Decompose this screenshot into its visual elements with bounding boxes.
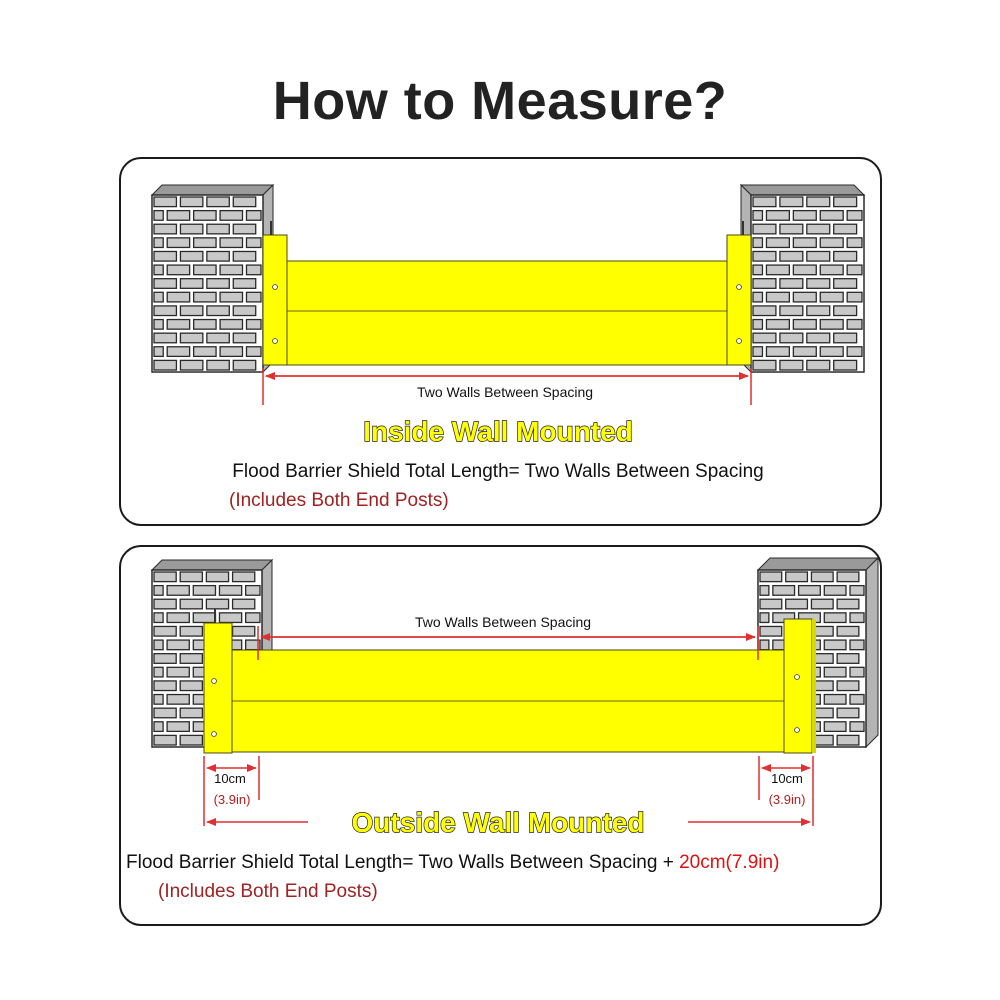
brick xyxy=(206,572,228,582)
brick xyxy=(154,211,163,221)
dimension-label: Two Walls Between Spacing xyxy=(416,384,594,400)
brick xyxy=(766,211,789,221)
brick xyxy=(154,586,163,596)
brick xyxy=(233,333,255,343)
brick xyxy=(820,265,843,275)
brick xyxy=(180,224,202,234)
brick xyxy=(807,306,830,316)
brick xyxy=(154,197,176,207)
brick xyxy=(207,197,229,207)
brick xyxy=(194,265,216,275)
brick xyxy=(837,599,859,609)
brick xyxy=(154,708,176,718)
outside-mount-heading: Outside Wall Mounted xyxy=(351,807,645,838)
end-post-left xyxy=(204,623,232,753)
wall-top xyxy=(741,185,864,195)
brick xyxy=(760,613,769,623)
brick xyxy=(247,238,262,248)
brick xyxy=(760,572,782,582)
brick xyxy=(207,306,229,316)
brick xyxy=(180,735,202,745)
brick xyxy=(807,279,830,289)
brick xyxy=(753,197,776,207)
bolt xyxy=(273,285,278,290)
brick xyxy=(766,238,789,248)
brick xyxy=(753,251,776,261)
brick xyxy=(220,320,242,330)
brick xyxy=(154,626,176,636)
brick xyxy=(220,265,242,275)
brick xyxy=(760,626,782,636)
brick xyxy=(180,333,202,343)
brick xyxy=(766,265,789,275)
brick xyxy=(847,292,862,302)
brick xyxy=(154,640,163,650)
brick xyxy=(834,197,857,207)
wall-top xyxy=(152,185,273,195)
brick xyxy=(760,586,769,596)
brick xyxy=(154,572,176,582)
outside-formula-accent: 20cm(7.9in) xyxy=(679,852,780,873)
brick xyxy=(766,292,789,302)
brick xyxy=(850,722,864,732)
brick xyxy=(154,599,176,609)
brick xyxy=(194,292,216,302)
brick xyxy=(167,292,189,302)
brick xyxy=(207,251,229,261)
brick xyxy=(167,722,189,732)
brick xyxy=(850,613,864,623)
brick xyxy=(154,265,163,275)
brick xyxy=(760,640,769,650)
brick xyxy=(233,224,255,234)
brick xyxy=(180,251,202,261)
brick xyxy=(753,347,762,357)
brick xyxy=(247,347,262,357)
bolt xyxy=(795,728,800,733)
brick xyxy=(850,667,864,677)
brick xyxy=(753,333,776,343)
brick xyxy=(207,360,229,370)
brick xyxy=(807,224,830,234)
brick xyxy=(167,238,189,248)
outside-note: (Includes Both End Posts) xyxy=(158,881,378,902)
inside-note: (Includes Both End Posts) xyxy=(229,490,449,511)
brick xyxy=(834,279,857,289)
brick xyxy=(207,279,229,289)
inside-formula: Flood Barrier Shield Total Length= Two Walls Between Spacing xyxy=(232,461,764,482)
brick xyxy=(753,265,762,275)
brick xyxy=(793,238,816,248)
brick xyxy=(807,197,830,207)
brick xyxy=(847,238,862,248)
brick xyxy=(834,251,857,261)
brick xyxy=(247,211,262,221)
brick xyxy=(233,360,255,370)
brick xyxy=(154,292,163,302)
end-post-right xyxy=(784,619,812,753)
brick xyxy=(837,735,859,745)
brick xyxy=(154,613,163,623)
bolt xyxy=(212,732,217,737)
brick xyxy=(246,586,260,596)
brick xyxy=(760,599,782,609)
brick xyxy=(167,347,189,357)
brick xyxy=(180,306,202,316)
barrier-panel xyxy=(287,261,727,365)
brick xyxy=(154,667,163,677)
brick xyxy=(180,572,202,582)
bolt xyxy=(737,285,742,290)
wall-top xyxy=(758,558,878,570)
brick xyxy=(753,306,776,316)
brick xyxy=(246,613,260,623)
outside-formula-text: Flood Barrier Shield Total Length= Two Walls Between Spacing + xyxy=(126,852,680,873)
dimension-label: Two Walls Between Spacing xyxy=(414,614,592,630)
brick xyxy=(167,265,189,275)
brick xyxy=(847,265,862,275)
bolt xyxy=(795,675,800,680)
brick xyxy=(180,681,202,691)
brick xyxy=(194,320,216,330)
end-post-left xyxy=(263,235,287,365)
brick xyxy=(154,681,176,691)
brick xyxy=(780,224,803,234)
brick xyxy=(154,654,176,664)
brick xyxy=(154,320,163,330)
brick xyxy=(207,333,229,343)
brick xyxy=(180,708,202,718)
brick xyxy=(154,360,176,370)
brick xyxy=(233,572,255,582)
brick xyxy=(206,599,228,609)
end-post-right xyxy=(727,235,751,365)
brick xyxy=(780,306,803,316)
brick xyxy=(247,265,262,275)
brick xyxy=(219,613,241,623)
brick xyxy=(753,211,762,221)
brick xyxy=(793,320,816,330)
brick xyxy=(811,599,833,609)
brick xyxy=(847,211,862,221)
brick xyxy=(820,238,843,248)
brick xyxy=(820,292,843,302)
brick xyxy=(180,360,202,370)
brick xyxy=(820,211,843,221)
brick xyxy=(180,654,202,664)
brick xyxy=(180,279,202,289)
brick xyxy=(233,599,255,609)
brick xyxy=(850,640,864,650)
post-width-in-left: (3.9in) xyxy=(213,792,251,807)
brick xyxy=(780,333,803,343)
brick xyxy=(807,360,830,370)
brick xyxy=(793,347,816,357)
brick xyxy=(193,613,215,623)
brick xyxy=(837,654,859,664)
brick xyxy=(194,211,216,221)
brick xyxy=(780,251,803,261)
brick xyxy=(154,224,176,234)
page-title: How to Measure? xyxy=(272,71,728,131)
brick xyxy=(167,211,189,221)
bolt xyxy=(212,679,217,684)
brick xyxy=(180,599,202,609)
brick xyxy=(837,572,859,582)
brick xyxy=(793,211,816,221)
brick xyxy=(824,695,846,705)
brick xyxy=(220,292,242,302)
brick xyxy=(247,320,262,330)
brick xyxy=(847,347,862,357)
brick xyxy=(753,279,776,289)
brick xyxy=(824,722,846,732)
brick xyxy=(180,197,202,207)
brick xyxy=(824,613,846,623)
brick xyxy=(219,586,241,596)
brick xyxy=(766,320,789,330)
brick xyxy=(780,360,803,370)
brick xyxy=(799,586,821,596)
brick xyxy=(753,320,762,330)
brick xyxy=(773,586,795,596)
brick xyxy=(807,333,830,343)
brick xyxy=(753,292,762,302)
brick xyxy=(220,347,242,357)
brick xyxy=(793,292,816,302)
brick xyxy=(793,265,816,275)
post-side-face xyxy=(812,619,816,753)
brick xyxy=(220,238,242,248)
brick xyxy=(780,279,803,289)
brick xyxy=(824,667,846,677)
brick xyxy=(154,251,176,261)
bolt xyxy=(273,339,278,344)
inside-mount-heading: Inside Wall Mounted xyxy=(363,416,633,447)
brick xyxy=(154,695,163,705)
brick xyxy=(233,279,255,289)
post-width-right: 10cm xyxy=(771,771,803,786)
brick xyxy=(834,360,857,370)
brick xyxy=(850,586,864,596)
brick xyxy=(194,347,216,357)
brick xyxy=(167,640,189,650)
brick xyxy=(220,211,242,221)
brick xyxy=(834,333,857,343)
brick xyxy=(154,238,163,248)
brick xyxy=(753,238,762,248)
brick-wall-left xyxy=(152,185,273,372)
brick xyxy=(233,197,255,207)
post-width-in-right: (3.9in) xyxy=(768,792,806,807)
brick xyxy=(753,360,776,370)
brick xyxy=(820,347,843,357)
brick xyxy=(847,320,862,330)
brick xyxy=(233,626,255,636)
brick xyxy=(194,238,216,248)
outside-formula xyxy=(126,852,779,873)
brick xyxy=(167,613,189,623)
wall-top xyxy=(152,560,272,570)
brick xyxy=(753,224,776,234)
brick xyxy=(834,306,857,316)
brick xyxy=(780,197,803,207)
brick xyxy=(850,695,864,705)
brick xyxy=(167,667,189,677)
brick xyxy=(786,599,808,609)
brick xyxy=(167,695,189,705)
brick-wall-right xyxy=(741,185,864,372)
brick xyxy=(154,735,176,745)
brick xyxy=(167,586,189,596)
brick xyxy=(824,586,846,596)
brick xyxy=(837,626,859,636)
brick xyxy=(233,251,255,261)
brick xyxy=(837,708,859,718)
brick xyxy=(154,306,176,316)
brick xyxy=(786,572,808,582)
brick xyxy=(180,626,202,636)
brick xyxy=(154,347,163,357)
brick xyxy=(154,333,176,343)
brick xyxy=(154,722,163,732)
brick xyxy=(154,279,176,289)
brick xyxy=(233,306,255,316)
bolt xyxy=(737,339,742,344)
wall-side xyxy=(866,558,878,747)
brick xyxy=(167,320,189,330)
brick xyxy=(837,681,859,691)
brick xyxy=(247,292,262,302)
brick xyxy=(193,586,215,596)
post-width-left: 10cm xyxy=(214,771,246,786)
brick xyxy=(820,320,843,330)
brick xyxy=(824,640,846,650)
brick xyxy=(207,224,229,234)
brick xyxy=(811,572,833,582)
brick xyxy=(766,347,789,357)
brick xyxy=(834,224,857,234)
brick xyxy=(807,251,830,261)
